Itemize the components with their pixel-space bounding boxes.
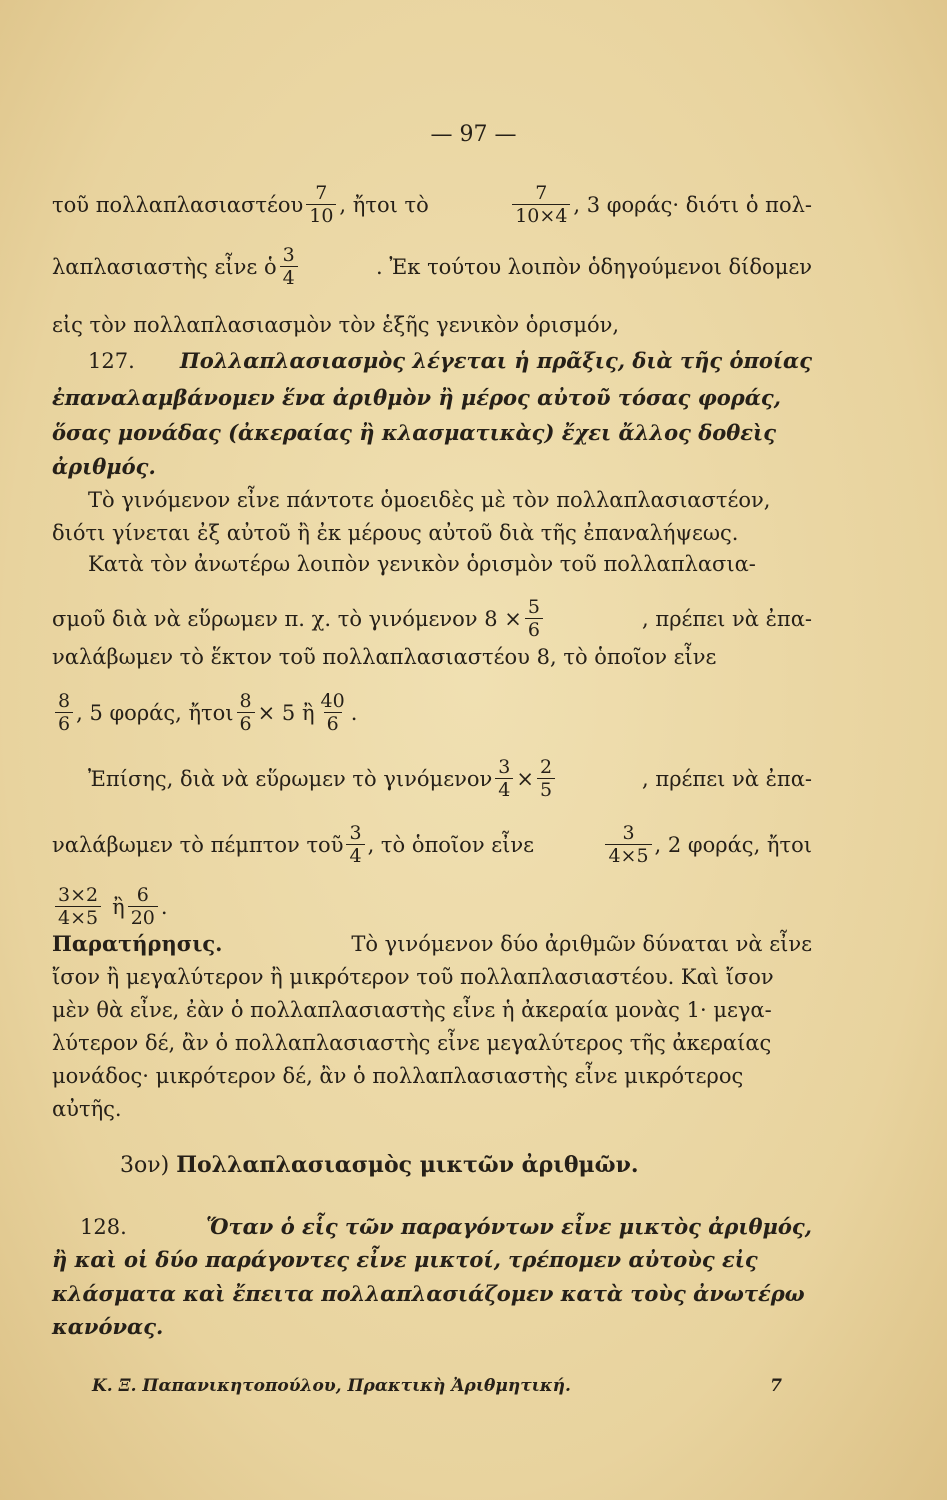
section-heading: 3ον) Πολλαπλασιασμὸς μικτῶν ἀριθμῶν. [120, 1152, 639, 1178]
footer [92, 1376, 782, 1396]
fraction: $\frac{3\times 2}{4\times 5}$ [55, 884, 101, 929]
fraction: $\frac{8}{6}$ [237, 690, 255, 735]
paragraph-number: 127. [88, 349, 135, 373]
rule-128: 128. Ὅταν ὁ εἷς τῶν παραγόντων εἶνε μικτὸς ἀριθμός, [80, 1214, 812, 1239]
footer-title: Κ. Ξ. Παπανικητοπούλου, Πρακτικὴ Ἀριθμητική. [92, 1376, 571, 1396]
section-title: Πολλαπλασιασμὸς μικτῶν ἀριθμῶν. [176, 1152, 639, 1178]
fraction: $\frac{7}{10}$ [306, 182, 336, 227]
fraction: $\frac{3}{4\times 5}$ [605, 822, 651, 867]
remark-label: Παρατήρησις. [52, 931, 223, 956]
book-page: — 97 — τοῦ πολλαπλασιαστέου $\frac{7}{10}$ , ἤτοι τὸ $\frac{7}{10\times 4}$ , 3 φοράς· διότι ὁ πολ- λαπλασιαστὴς εἶνε ὁ $\frac{3}{4}$ . Ἐκ τούτου λοιπὸν ὁδηγούμενοι δίδομεν εἰς τὸν πολλαπλασιασμὸν τὸν ἑξῆς γενικὸν ὁρισμόν, 127. Πολλαπλασιασμὸς λέγεται ἡ πρᾶξις, διὰ τῆς ὁποίας ἐπαναλαμβάνομεν ἕνα ἀριθμὸν ἢ μέρος αὐτοῦ τόσας φοράς, ὅσας μονάδας (ἀκεραίας ἢ κλασματικὰς) ἔχει ἄλλος δοθεὶς ἀριθμός. Τὸ γινόμενον εἶνε πάντοτε ὁμοειδὲς μὲ τὸν πολλαπλασιαστέον, διότι γίνεται ἐξ αὐτοῦ ἢ ἐκ μέρους αὐτοῦ διὰ τῆς ἐπαναλήψεως. Κατὰ τὸν ἀνωτέρω λοιπὸν γενικὸν ὁρισμὸν τοῦ πολλαπλασια- σμοῦ διὰ νὰ εὕρωμεν π. χ. τὸ γινόμενον 8 × $\frac{5}{6}$ , πρέπει νὰ ἐπα- ναλάβωμεν τὸ ἕκτον τοῦ πολλαπλασιαστέου 8, τὸ ὁποῖον εἶνε $\frac{8}{6}$ , 5 φοράς, ἤτοι $\frac{8}{6}$ × 5 ἢ $\frac{40}{6}$ . Ἐπίσης, διὰ νὰ εὕρωμεν τὸ γινόμενον $\frac{3}{4}$ × $\frac{2}{5}$ , πρέπει νὰ ἐπα- ναλάβωμεν τὸ πέμπτον τοῦ $\frac{3}{4}$ , τὸ ὁποῖον εἶνε $\frac{3}{4\times 5}$ , 2 φοράς, ἤτοι $\frac{3\times 2}{4\times 5}$ ἢ $\frac{6}{20}$ . Παρατήρησις. Τὸ γινόμενον δύο ἀριθμῶν δύναται νὰ εἶνε ἴσον ἢ μεγαλύτερον ἢ μικρότερον τοῦ πολλαπλασιαστέου. Καὶ ἴσον μὲν θὰ εἶνε, ἐὰν ὁ πολλαπλασιαστὴς εἶνε ἡ ἀκεραία μονὰς 1· μεγα- λύτερον δέ, ἂν ὁ πολλαπλασιαστὴς εἶνε μεγαλύτερος τῆς ἀκεραίας μονάδος· μικρότερον δέ, ἂν ὁ πολλαπλασιαστὴς εἶνε μικρότερος αὐτῆς. 3ον) Πολλαπλασιασμὸς μικτῶν ἀριθμῶν. 128. Ὅταν ὁ εἷς τῶν παραγόντων εἶνε μικτὸς ἀριθμός, ἢ καὶ οἱ δύο παράγοντες εἶνε μικτοί, τρέπομεν αὐτοὺς εἰς κλάσματα καὶ ἔπειτα πολλαπλασιάζομεν κατὰ τοὺς ἀνωτέρω κανόνας. Κ. Ξ. Παπανικητοπούλου, Πρακτικὴ Ἀριθμητική. 7 [0, 0, 947, 1500]
fraction: $\frac{8}{6}$ [55, 690, 73, 735]
text-line-2: λαπλασιαστὴς εἶνε ὁ $\frac{3}{4}$ . Ἐκ τούτου λοιπὸν ὁδηγούμενοι δίδομεν [52, 244, 812, 289]
fraction: $\frac{3}{4}$ [495, 756, 513, 801]
fraction: $\frac{2}{5}$ [537, 756, 555, 801]
fraction: $\frac{3}{4}$ [280, 244, 298, 289]
text-line-3: εἰς τὸν πολλαπλασιασμὸν τὸν ἑξῆς γενικὸν ὁρισμόν, [52, 313, 620, 337]
signature-mark: 7 [770, 1376, 782, 1396]
fraction: $\frac{7}{10\times 4}$ [512, 182, 570, 227]
remark: Παρατήρησις. Τὸ γινόμενον δύο ἀριθμῶν δύναται νὰ εἶνε [52, 929, 812, 959]
page-number: — 97 — [430, 122, 517, 147]
fraction: $\frac{6}{20}$ [128, 884, 158, 929]
line-text: τοῦ πολλαπλασιαστέου [52, 192, 304, 217]
text-line-1: τοῦ πολλαπλασιαστέου $\frac{7}{10}$ , ἤτοι τὸ $\frac{7}{10\times 4}$ , 3 φοράς· διότι ὁ πολ- [52, 182, 812, 227]
definition-127: 127. Πολλαπλασιασμὸς λέγεται ἡ πρᾶξις, διὰ τῆς ὁποίας [88, 346, 812, 376]
fraction: $\frac{40}{6}$ [320, 690, 345, 735]
fraction: $\frac{3}{4}$ [346, 822, 364, 867]
fraction: $\frac{5}{6}$ [525, 596, 543, 641]
